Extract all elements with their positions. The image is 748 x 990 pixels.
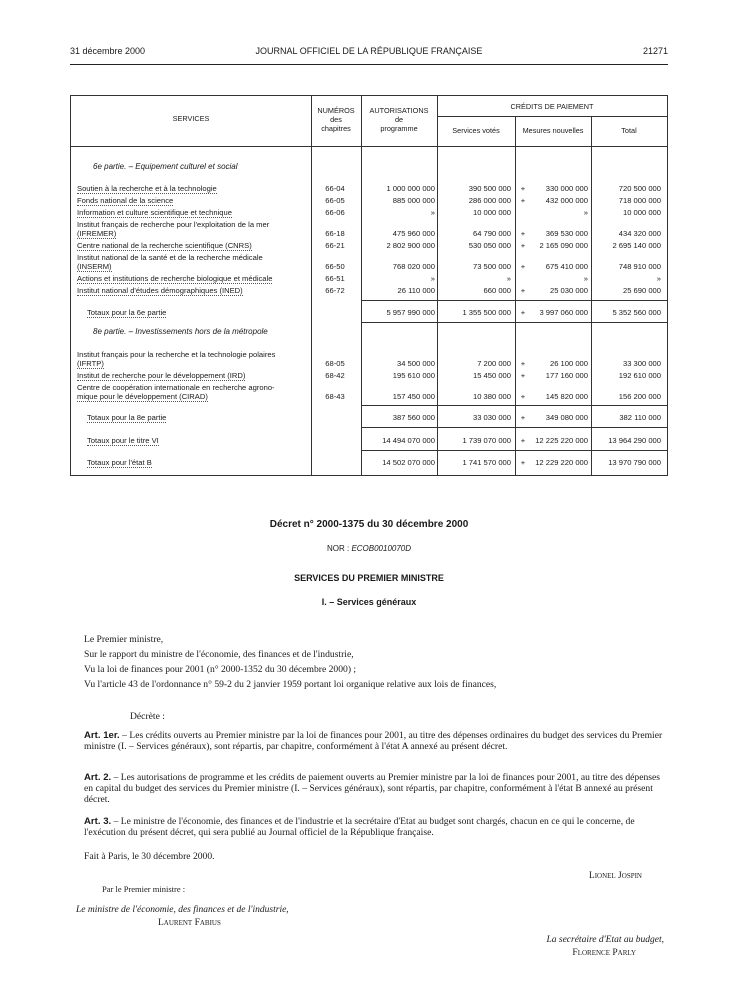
- secretary-title: La secrétaire d'Etat au budget,: [546, 935, 664, 945]
- header-page-number: 21271: [642, 46, 668, 56]
- header-total: Total: [621, 126, 637, 135]
- col-divider: [437, 96, 438, 475]
- header-credits: CRÉDITS DE PAIEMENT: [510, 102, 594, 111]
- total-rule: [361, 300, 667, 301]
- signer-prime-minister: Lionel Jospin: [588, 871, 642, 881]
- header-rule: [70, 64, 668, 65]
- col-divider: [515, 116, 516, 475]
- header-autorisations: AUTORISATIONS de programme: [369, 106, 429, 133]
- header-services-votes: Services votés: [452, 126, 500, 135]
- total-rule: [361, 427, 667, 428]
- section-title: 8e partie. – Investissements hors de la métropole: [93, 327, 268, 336]
- secretary-name: Florence Parly: [572, 948, 636, 958]
- fait-a-paris: Fait à Paris, le 30 décembre 2000.: [84, 851, 215, 862]
- article-1: Art. 1er. – Les crédits ouverts au Premier ministre par la loi de finances pour 2001, au titre des dépenses ordinaires du budget des services du Premier ministre (I. – Services généraux), sont répartis, par chapitre, conformément à l'état A annexé au présent décret.: [84, 730, 663, 752]
- minister-name: Laurent Fabius: [158, 918, 221, 928]
- decree-heading: SERVICES DU PREMIER MINISTRE: [294, 573, 444, 583]
- col-divider: [591, 116, 592, 475]
- header-mesures: Mesures nouvelles: [522, 126, 584, 135]
- decree-subheading: I. – Services généraux: [321, 597, 417, 607]
- credits-subheader-rule: [437, 116, 667, 117]
- article-2: Art. 2. – Les autorisations de programme et les crédits de paiement ouverts au Premier ministre par la loi de finances pour 2001, au titre des dépenses en capital du budget des services du Premier ministre (I. – Services généraux), sont répartis, par chapitre, conformément à l'état B annexé au présent décret.: [84, 772, 661, 805]
- section-title: 6e partie. – Equipement culturel et social: [93, 162, 238, 171]
- decree-intro: Le Premier ministre, Sur le rapport du ministre de l'économie, des finances et de l'industrie, Vu la loi de finances pour 2001 (n° 2000-1352 du 30 décembre 2000) ; Vu l'article 43 de l'ordonnance n° 59-2 du 2 janvier 1959 portant loi organique relative aux lois de finances,: [84, 634, 497, 690]
- credits-table: SERVICES NUMÉROS des chapitres AUTORISATIONS de programme CRÉDITS DE PAIEMENT Services votés Mesures nouvelles Total 6e partie. – Equipement culturel et social Soutien à la recherche et à la technologie 66-04 1 000 000 000 390 500 000 + 330 000 000 720 500 000 Fonds national de la science 66-05 885 000 000 286 000 000 + 432 000 000 718 000 000 Information et culture scientifique et technique 66-06 » 10 000 000 » 10 000 000 Institut français de recherche pour l'exploitation de la mer (IFREMER) 66-18 475 960 000 64 790 000 + 369 530 000 434 320 000 Centre national de la recherche scientifique (CNRS) 66-21 2 802 900 000 530 050 000 + 2 165 090 000 2 695 140 000 Institut national de la santé et de la recherche médicale (INSERM) 66-50 768 020 000 73 500 000 + 675 410 000 748 910 000 Actions et institutions de recherche biologique et médicale 66-51 » » » » Institut national d'études démographiques (INED) 66-72 26 110 000 660 000 + 25 030 000 25 690 000 Totaux pour la 6e partie 5 957 990 000 1 355 500 000 + 3 997 060 000 5 352 560 000 8e partie. – Investissements hors de la métropole Institut français pour la recherche et la technologie polaires (IFRTP) 68-05 34 500 000 7 200 000 + 26 100 000 33 300 000 Institut de recherche pour le développement (IRD) 68-42 195 610 000 15 450 000 + 177 160 000 192 610 000 Centre de coopération internationale en recherche agrono- mique pour le développement (CIRAD) 68-43 157 450 000 10 380 000 + 145 820 000 156 200 000 Totaux pour la 8e partie 387 560 000 33 030 000 + 349 080 000 382 110 000 Totaux pour le titre VI 14 494 070 000 1 739 070 000 + 12 225 220 000 13 964 290 000 Totaux pour l'état B 14 502 070 000 1 741 570 000 + 12 229 220 000 13 970 790 000: [70, 95, 668, 476]
- header-numeros: NUMÉROS des chapitres: [317, 106, 355, 133]
- minister-title: Le ministre de l'économie, des finances et de l'industrie,: [76, 905, 289, 915]
- decree-title: Décret n° 2000-1375 du 30 décembre 2000: [269, 519, 469, 530]
- article-3: Art. 3. – Le ministre de l'économie, des finances et de l'industrie et la secrétaire d'Etat au budget sont chargés, chacun en ce qui le concerne, de l'exécution du présent décret, qui sera publié au Journal officiel de la République française.: [84, 816, 635, 838]
- decrete-line: Décrète :: [130, 711, 165, 722]
- header-date: 31 décembre 2000: [70, 46, 146, 56]
- header-bottom-rule: [71, 146, 667, 147]
- total-rule: [361, 322, 667, 323]
- page-header: [70, 46, 668, 60]
- header-services: SERVICES: [172, 114, 210, 123]
- total-rule: [361, 450, 667, 451]
- header-journal-title: JOURNAL OFFICIEL DE LA RÉPUBLIQUE FRANÇAISE: [255, 46, 483, 56]
- par-le-premier-ministre: Par le Premier ministre :: [102, 884, 186, 894]
- total-rule: [361, 405, 667, 406]
- nor-line: NOR : ECOB0010070D: [326, 544, 412, 553]
